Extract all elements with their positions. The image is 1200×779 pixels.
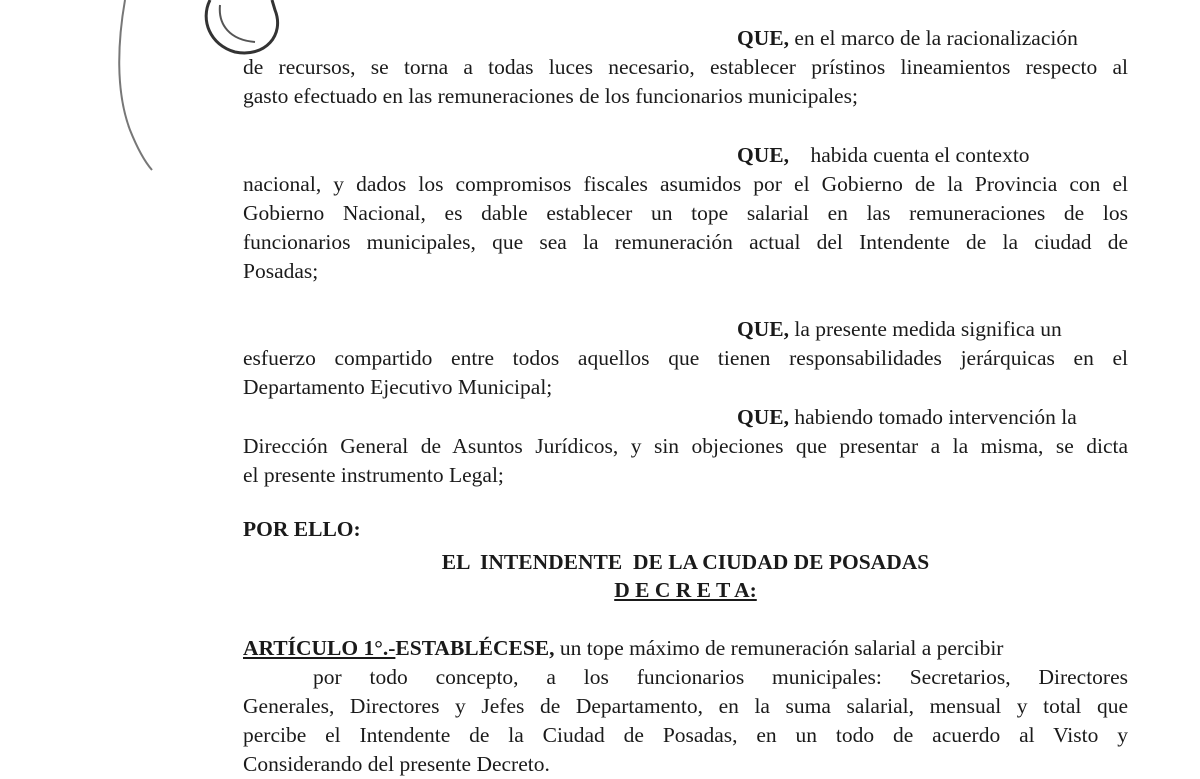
paragraph-que-3 xyxy=(243,315,1128,402)
que-lead: QUE, xyxy=(737,317,789,341)
paragraph-line: percibe el Intendente de la Ciudad de Posadas, en un todo de acuerdo al Visto y xyxy=(243,723,1128,747)
paragraph-que-1 xyxy=(243,24,1128,111)
paragraph-line: QUE, en el marco de la racionalización xyxy=(737,26,1078,50)
por-ello-heading: POR ELLO: xyxy=(243,517,361,541)
paragraph-line: de recursos, se torna a todas luces necesario, establecer prístinos lineamientos respecto al xyxy=(243,55,1128,79)
paragraph-line: Gobierno Nacional, es dable establecer un tope salarial en las remuneraciones de los xyxy=(243,201,1128,225)
paragraph-line: funcionarios municipales, que sea la remuneración actual del Intendente de la ciudad de xyxy=(243,230,1128,254)
article-label: ARTÍCULO 1°.- xyxy=(243,636,396,660)
paragraph-que-2 xyxy=(243,141,1128,286)
paragraph-line: gasto efectuado en las remuneraciones de los funcionarios municipales; xyxy=(243,84,858,108)
paragraph-line: Departamento Ejecutivo Municipal; xyxy=(243,375,553,399)
article-1 xyxy=(243,634,1128,779)
paragraph-line: Considerando del presente Decreto. xyxy=(243,752,550,776)
paragraph-line: Generales, Directores y Jefes de Departamento, en la suma salarial, mensual y total que xyxy=(243,694,1128,718)
paragraph-line: por todo concepto, a los funcionarios municipales: Secretarios, Directores xyxy=(313,665,1128,689)
paragraph-line: QUE, habida cuenta el contexto xyxy=(737,143,1030,167)
paragraph-line: ARTÍCULO 1°.-ESTABLÉCESE, un tope máximo de remuneración salarial a percibir xyxy=(243,636,1004,660)
que-lead: QUE, xyxy=(737,26,789,50)
decreta-heading: D E C R E T A: xyxy=(614,578,757,602)
article-verb: ESTABLÉCESE, xyxy=(395,636,555,660)
paragraph-line: el presente instrumento Legal; xyxy=(243,463,504,487)
paragraph-line: QUE, habiendo tomado intervención la xyxy=(737,405,1077,429)
que-lead: QUE, xyxy=(737,143,789,167)
paragraph-line: QUE, la presente medida significa un xyxy=(737,317,1062,341)
paragraph-line: nacional, y dados los compromisos fiscales asumidos por el Gobierno de la Provincia con el xyxy=(243,172,1128,196)
paragraph-line: Dirección General de Asuntos Jurídicos, y sin objeciones que presentar a la misma, se dicta xyxy=(243,434,1128,458)
que-lead: QUE, xyxy=(737,405,789,429)
paragraph-line: Posadas; xyxy=(243,259,319,283)
decree-heading: EL INTENDENTE DE LA CIUDAD DE POSADAS xyxy=(441,550,930,574)
paragraph-line: esfuerzo compartido entre todos aquellos que tienen responsabilidades jerárquicas en el xyxy=(243,346,1128,370)
paragraph-que-4 xyxy=(243,403,1128,490)
